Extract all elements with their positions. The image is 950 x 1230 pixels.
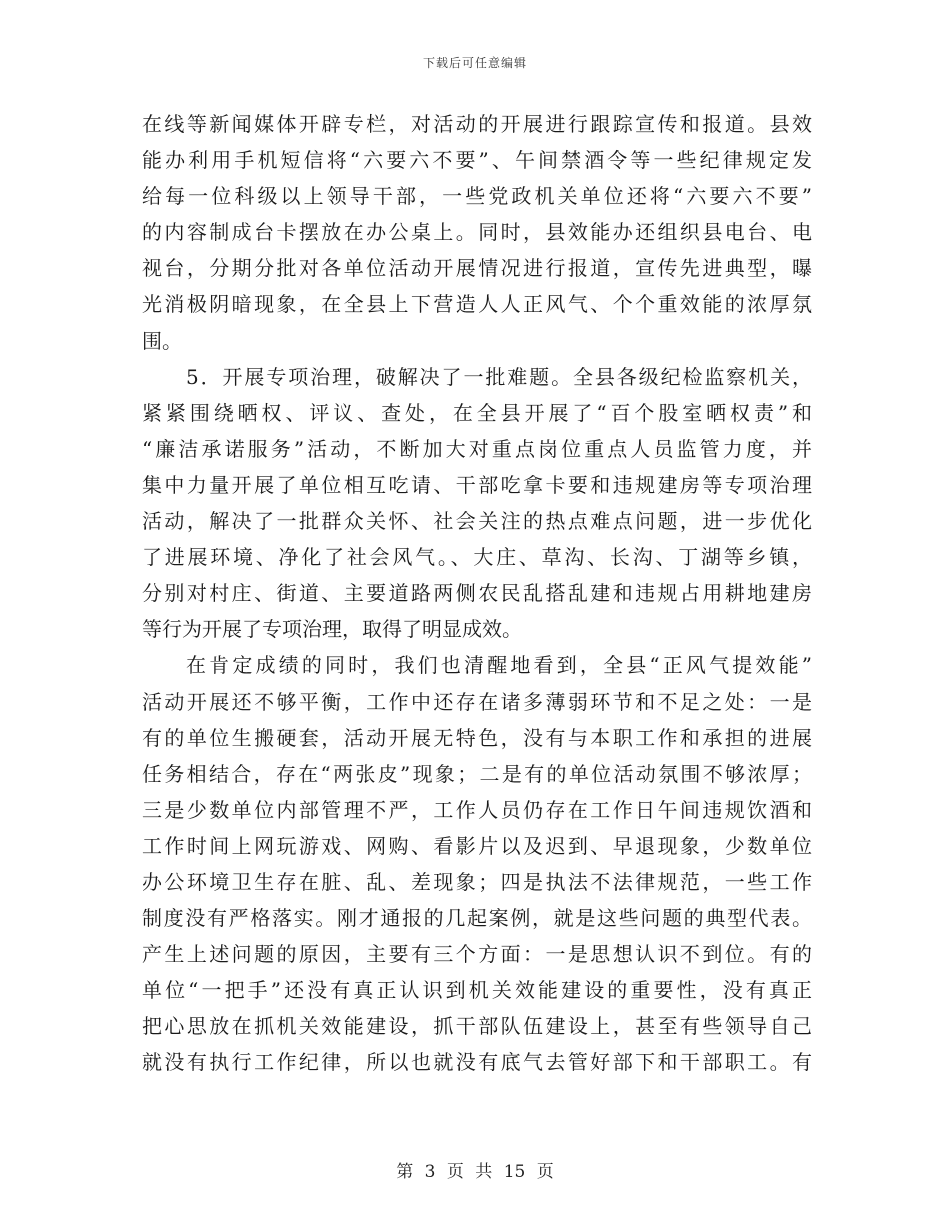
text-line: 三是少数单位内部管理不严，工作人员仍存在工作日午间违规饮酒和 [142,797,812,822]
text-line: 了进展环境、净化了社会风气。、大庄、草沟、长沟、丁湖等乡镇， [142,545,812,570]
text-line: 单位“一把手”还没有真正认识到机关效能建设的重要性，没有真正 [142,978,812,1003]
text-line: 的内容制成台卡摆放在办公桌上。同时，县效能办还组织县电台、电 [142,220,812,245]
text-line: 就没有执行工作纪律，所以也就没有底气去管好部下和干部职工。有 [142,1050,812,1075]
text-line: 制度没有严格落实。刚才通报的几起案例，就是这些问题的典型代表。 [142,906,812,931]
text-line: 紧紧围绕晒权、评议、查处，在全县开展了“百个股室晒权责”和 [142,400,812,425]
page-header-note: 下载后可任意编辑 [422,56,527,70]
text-line: 围。 [142,328,182,353]
text-line: “廉洁承诺服务”活动，不断加大对重点岗位重点人员监管力度，并 [142,436,812,461]
text-line: 把心思放在抓机关效能建设，抓干部队伍建设上，甚至有些领导自己 [142,1014,812,1039]
text-line: 办公环境卫生存在脏、乱、差现象；四是执法不法律规范，一些工作 [142,869,812,894]
text-line: 光消极阴暗现象，在全县上下营造人人正风气、个个重效能的浓厚氛 [142,292,812,317]
text-line: 产生上述问题的原因，主要有三个方面：一是思想认识不到位。有的 [142,942,812,967]
document-body [142,106,812,1081]
text-line: 5．开展专项治理，破解决了一批难题。全县各级纪检监察机关， [186,364,812,389]
text-line: 能办利用手机短信将“六要六不要”、午间禁酒令等一些纪律规定发 [142,148,812,173]
text-line: 活动，解决了一批群众关怀、社会关注的热点难点问题，进一步优化 [142,509,812,534]
page-number-footer: 第 3 页 共 15 页 [396,1162,554,1182]
text-line: 给每一位科级以上领导干部，一些党政机关单位还将“六要六不要” [142,184,812,209]
text-line: 有的单位生搬硬套，活动开展无特色，没有与本职工作和承担的进展 [142,725,812,750]
text-line: 活动开展还不够平衡，工作中还存在诸多薄弱环节和不足之处：一是 [142,689,812,714]
text-line: 分别对村庄、街道、主要道路两侧农民乱搭乱建和违规占用耕地建房 [142,581,812,606]
text-line: 视台，分期分批对各单位活动开展情况进行报道，宣传先进典型，曝 [142,256,812,281]
text-line: 在肯定成绩的同时，我们也清醒地看到，全县“正风气提效能” [186,653,812,678]
text-line: 任务相结合，存在“两张皮”现象；二是有的单位活动氛围不够浓厚； [142,761,812,786]
text-line: 在线等新闻媒体开辟专栏，对活动的开展进行跟踪宣传和报道。县效 [142,112,812,136]
text-line: 集中力量开展了单位相互吃请、干部吃拿卡要和违规建房等专项治理 [142,472,812,497]
text-line: 等行为开展了专项治理，取得了明显成效。 [142,617,522,642]
text-line: 工作时间上网玩游戏、网购、看影片以及迟到、早退现象，少数单位 [142,833,812,858]
